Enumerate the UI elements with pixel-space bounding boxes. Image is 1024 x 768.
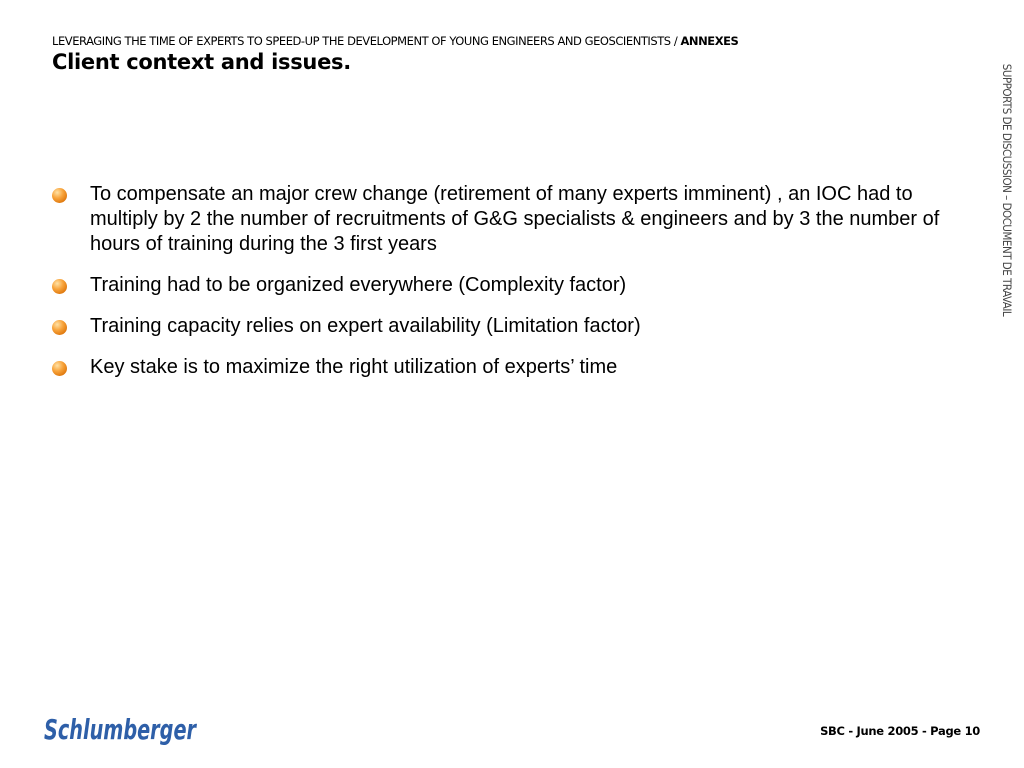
bullet-icon [52,279,67,294]
breadcrumb [52,33,952,49]
bullet-text: Key stake is to maximize the right utilization of experts’ time [90,356,618,378]
bullet-text: To compensate an major crew change (retirement of many experts imminent) , an IOC had to multiply by 2 the number of recruitments of G&G specialists & engineers and by 3 the number of hours of training during the 3 first years [90,183,940,255]
schlumberger-logo [44,709,204,751]
side-label: SUPPORTS DE DISCUSSION – DOCUMENT DE TRAVAIL [1000,63,1014,317]
breadcrumb-section: ANNEXES [680,34,739,48]
breadcrumb-text: LEVERAGING THE TIME OF EXPERTS TO SPEED-UP THE DEVELOPMENT OF YOUNG ENGINEERS AND GEOSCIENTISTS / [52,34,681,48]
list-item [52,355,947,380]
bullet-icon [52,361,67,376]
bullet-list [52,182,947,396]
bullet-icon [52,188,67,203]
slide-header [52,33,952,75]
bullet-text: Training capacity relies on expert availability (Limitation factor) [90,315,641,337]
logo-wordmark: Schlumberger [44,713,198,746]
list-item [52,182,947,257]
list-item [52,314,947,339]
page-title: Client context and issues. [52,50,351,74]
bullet-icon [52,320,67,335]
list-item [52,273,947,298]
bullet-text: Training had to be organized everywhere (Complexity factor) [90,274,627,296]
logo-graphic [44,709,204,751]
footer-page-info: SBC - June 2005 - Page 10 [820,724,980,738]
